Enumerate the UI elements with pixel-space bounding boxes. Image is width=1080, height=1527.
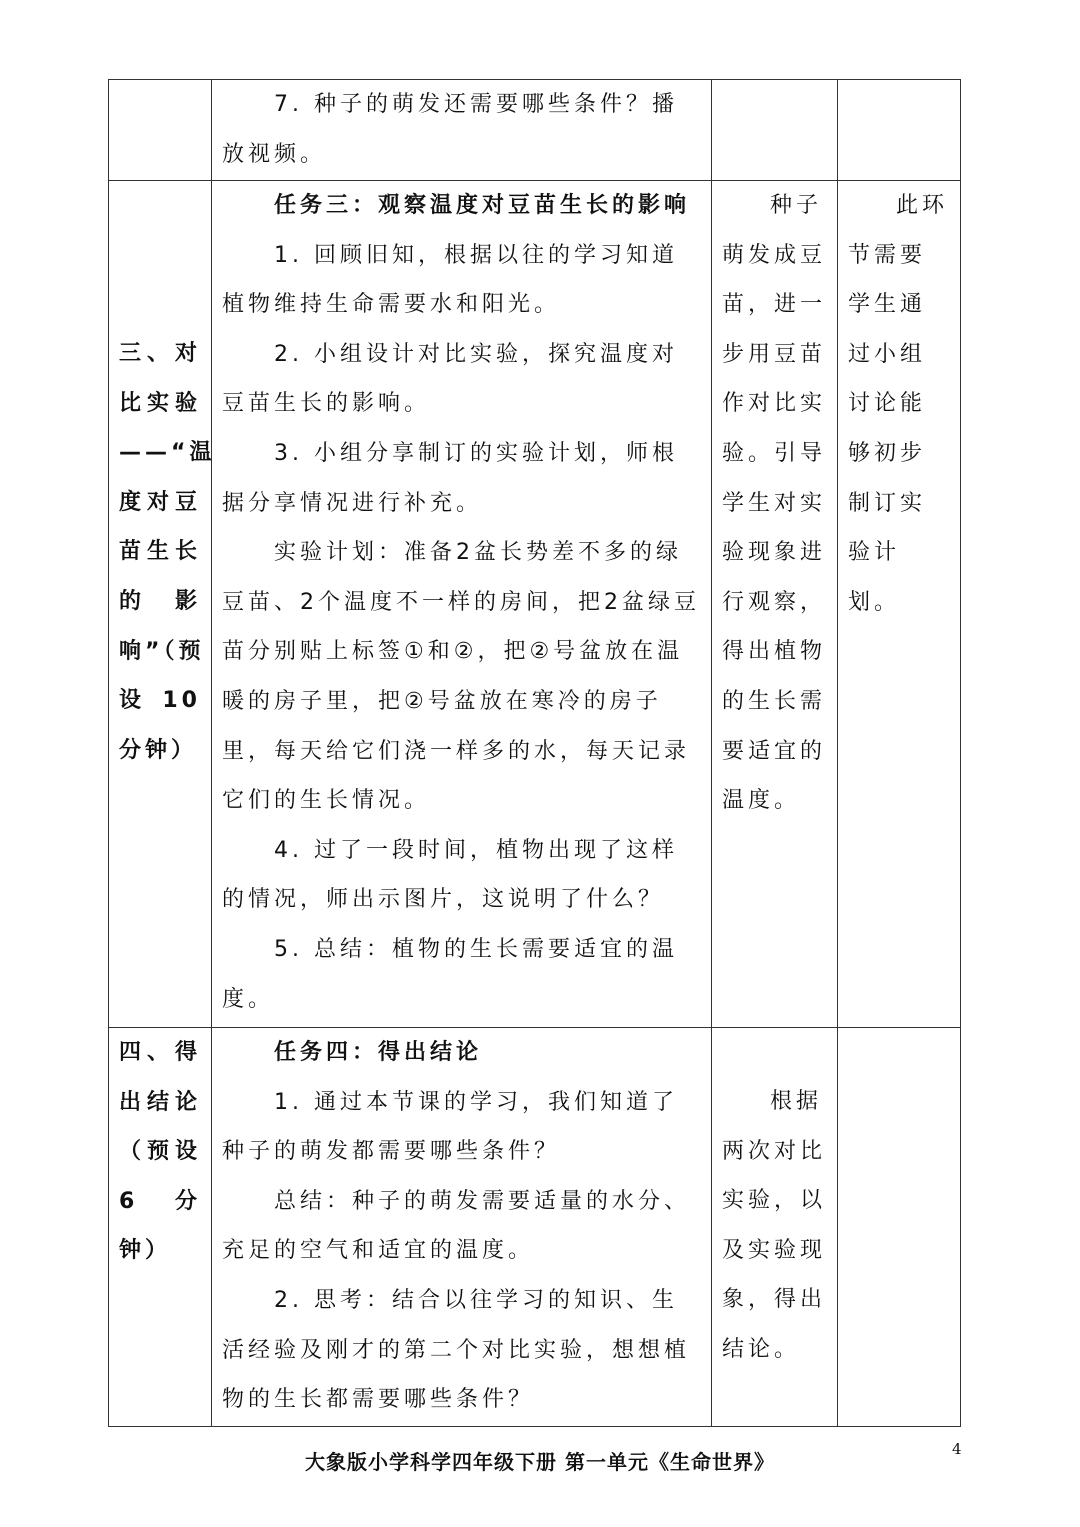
- page-number: 4: [952, 1440, 962, 1458]
- table-row: [109, 80, 961, 181]
- task-title: 任务四：得出结论: [274, 1040, 483, 1065]
- content-paragraph: 3. 小组分享制订的实验计划，师根据分享情况进行补充。: [222, 440, 678, 516]
- intent-cell: [712, 181, 838, 1028]
- note-cell: [838, 1028, 961, 1427]
- content-paragraph: 实验计划：准备2盆长势差不多的绿豆苗、2个温度不一样的房间，把2盆绿豆苗分别贴上标签①和②，把②号盆放在温暖的房子里，把②号盆放在寒冷的房子里，每天给它们浇一样多的水，每天记录它们的生长情况。: [222, 540, 700, 814]
- content-paragraph: 2. 小组设计对比实验，探究温度对豆苗生长的影响。: [222, 341, 678, 417]
- content-paragraph: 总结：种子的萌发需要适量的水分、充足的空气和适宜的温度。: [222, 1188, 691, 1264]
- stage-label: 三、对比实验——“温度对豆苗生长的影响”（预设10分钟）: [119, 341, 216, 763]
- content-paragraph: 4. 过了一段时间，植物出现了这样的情况，师出示图片，这说明了什么？: [222, 837, 678, 913]
- content-cell: [212, 1028, 712, 1427]
- stage-label: 四、得出结论（预设6分钟）: [119, 1040, 201, 1264]
- page-footer: 大象版小学科学四年级下册 第一单元《生命世界》: [305, 1450, 775, 1474]
- intent-text: 种子萌发成豆苗，进一步用豆苗作对比实验。引导学生对实验现象进行观察，得出植物的生长需要适宜的温度。: [722, 193, 827, 814]
- stage-cell: [109, 181, 216, 1028]
- stage-cell: [109, 80, 212, 181]
- task-title: 任务三：观察温度对豆苗生长的影响: [274, 193, 691, 218]
- content-paragraph: 2. 思考：结合以往学习的知识、生活经验及刚才的第二个对比实验，想想植物的生长都需要哪些条件？: [222, 1287, 691, 1413]
- note-cell: [838, 80, 961, 181]
- intent-cell: [712, 80, 838, 181]
- note-cell: [838, 181, 961, 1028]
- content-paragraph: 1. 通过本节课的学习，我们知道了种子的萌发都需要哪些条件？: [222, 1089, 678, 1165]
- content-paragraph: 1. 回顾旧知，根据以往的学习知道植物维持生命需要水和阳光。: [222, 242, 678, 318]
- content-cell: [212, 181, 712, 1028]
- note-text: 此环节需要学生通过小组讨论能够初步制订实验计划。: [848, 193, 949, 615]
- table-row: [109, 181, 961, 1028]
- content-cell: [212, 80, 712, 181]
- content-paragraph: 5. 总结：植物的生长需要适宜的温度。: [222, 936, 678, 1012]
- intent-text: 根据两次对比实验，以及实验现象，得出结论。: [722, 1089, 827, 1362]
- intent-cell: [712, 1028, 838, 1427]
- lesson-plan-table: [108, 79, 961, 1427]
- content-paragraph: 7. 种子的萌发还需要哪些条件？播放视频。: [222, 92, 678, 167]
- table-row: [109, 1028, 961, 1427]
- stage-cell: [109, 1028, 212, 1427]
